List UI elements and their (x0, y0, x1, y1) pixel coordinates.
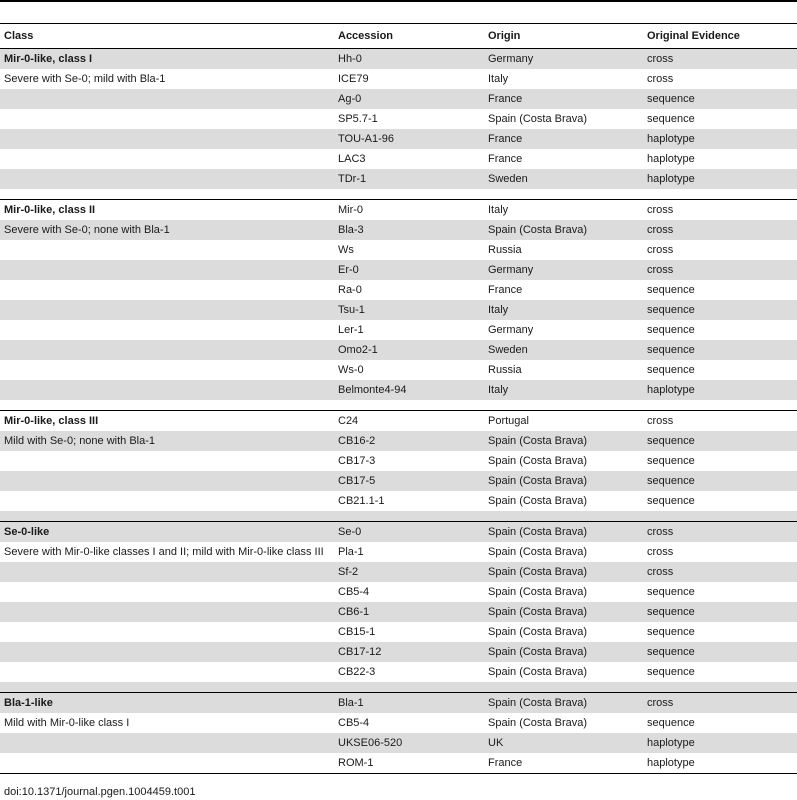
table-row (0, 109, 797, 129)
evidence-cell: haplotype (643, 733, 797, 753)
class-cell-empty (0, 451, 334, 471)
group-spacer (0, 189, 797, 200)
accession-cell: CB5-4 (338, 586, 370, 598)
class-cell-empty (0, 129, 334, 149)
evidence-cell: sequence (647, 495, 695, 507)
origin-cell: Italy (488, 73, 509, 85)
origin-cell: Italy (484, 380, 643, 400)
evidence-cell: sequence (647, 284, 695, 296)
accession-cell: Sf-2 (334, 562, 484, 582)
class-cell-empty (0, 753, 334, 774)
origin-cell: Spain (Costa Brava) (488, 626, 588, 638)
table-row (0, 562, 797, 582)
accession-cell: Se-0 (334, 522, 484, 543)
class-description: Mild with Mir-0-like class I (4, 717, 130, 729)
evidence-cell: sequence (643, 89, 797, 109)
evidence-cell: cross (643, 411, 797, 432)
table-row (0, 431, 797, 451)
origin-cell: France (488, 153, 523, 165)
evidence-cell: sequence (647, 364, 695, 376)
accession-cell: Bla-1 (334, 693, 484, 714)
table-row (0, 220, 797, 240)
accession-cell: UKSE06-520 (334, 733, 484, 753)
origin-cell: Germany (484, 49, 643, 70)
evidence-cell: sequence (643, 642, 797, 662)
evidence-cell: cross (647, 244, 674, 256)
evidence-cell: cross (643, 49, 797, 70)
class-cell-empty (0, 662, 334, 682)
class-cell-empty (0, 733, 334, 753)
origin-cell: Spain (Costa Brava) (488, 666, 588, 678)
class-cell-empty (0, 149, 334, 169)
class-cell-empty (0, 89, 334, 109)
origin-cell: Spain (Costa Brava) (484, 471, 643, 491)
table-row (0, 200, 797, 221)
class-name: Se-0-like (0, 522, 334, 543)
doi-caption: doi:10.1371/journal.pgen.1004459.t001 (4, 786, 196, 798)
class-cell-empty (0, 169, 334, 189)
origin-cell: Spain (Costa Brava) (484, 220, 643, 240)
origin-cell: Sweden (484, 169, 643, 189)
table-row (0, 491, 797, 511)
class-cell-empty (0, 109, 334, 129)
origin-cell: Spain (Costa Brava) (484, 431, 643, 451)
class-cell-empty (0, 562, 334, 582)
accession-cell: TOU-A1-96 (334, 129, 484, 149)
class-cell-empty (0, 300, 334, 320)
evidence-cell: sequence (647, 113, 695, 125)
table-row (0, 320, 797, 340)
accession-cell: CB21.1-1 (338, 495, 385, 507)
origin-cell: UK (484, 733, 643, 753)
accession-cell: CB16-2 (334, 431, 484, 451)
accession-cell: LAC3 (338, 153, 366, 165)
table-row (0, 582, 797, 602)
table-row (0, 602, 797, 622)
class-name: Bla-1-like (0, 693, 334, 714)
table-row (0, 733, 797, 753)
group-spacer (0, 400, 797, 411)
accession-cell: CB22-3 (338, 666, 376, 678)
table-row (0, 471, 797, 491)
table-body (0, 49, 797, 774)
table-row (0, 542, 797, 562)
evidence-cell: sequence (643, 602, 797, 622)
evidence-cell: haplotype (643, 129, 797, 149)
accession-cell: Ler-1 (338, 324, 364, 336)
class-description: Severe with Se-0; none with Bla-1 (0, 220, 334, 240)
table-row (0, 713, 797, 733)
table-row (0, 411, 797, 432)
class-cell-empty (0, 340, 334, 360)
table-row (0, 753, 797, 774)
origin-cell: Spain (Costa Brava) (488, 717, 588, 729)
class-description: Mild with Se-0; none with Bla-1 (0, 431, 334, 451)
accession-cell: Hh-0 (334, 49, 484, 70)
header-accession: Accession (334, 24, 484, 49)
table-row (0, 642, 797, 662)
origin-cell: France (484, 753, 643, 774)
origin-cell: Spain (Costa Brava) (484, 693, 643, 714)
class-name: Mir-0-like, class III (0, 411, 334, 432)
evidence-cell: cross (643, 562, 797, 582)
accession-cell: Mir-0 (334, 200, 484, 221)
class-description: Severe with Se-0; mild with Bla-1 (4, 73, 166, 85)
class-cell-empty (0, 380, 334, 400)
table-row (0, 360, 797, 380)
class-description: Severe with Mir-0-like classes I and II; mild with Mir-0-like class III (4, 546, 324, 558)
header-row (0, 24, 797, 49)
accession-cell: Belmonte4-94 (334, 380, 484, 400)
accession-cell: CB15-1 (338, 626, 376, 638)
table-row (0, 129, 797, 149)
origin-cell: Germany (484, 260, 643, 280)
evidence-cell: haplotype (643, 753, 797, 774)
accession-cell: ICE79 (338, 73, 369, 85)
origin-cell: Spain (Costa Brava) (488, 113, 588, 125)
accession-cell: Ra-0 (338, 284, 362, 296)
class-cell-empty (0, 260, 334, 280)
accession-cell: Ag-0 (334, 89, 484, 109)
evidence-cell: cross (643, 522, 797, 543)
table-row (0, 49, 797, 70)
class-name: Mir-0-like, class II (0, 200, 334, 221)
top-rule (0, 0, 797, 2)
class-cell-empty (0, 360, 334, 380)
table-row (0, 260, 797, 280)
accession-cell: Ws (338, 244, 354, 256)
accession-cell: Pla-1 (338, 546, 364, 558)
evidence-cell: sequence (647, 626, 695, 638)
evidence-cell: sequence (643, 300, 797, 320)
evidence-cell: haplotype (643, 380, 797, 400)
origin-cell: France (484, 89, 643, 109)
table-row (0, 522, 797, 543)
table-row (0, 300, 797, 320)
evidence-cell: sequence (647, 717, 695, 729)
table-row (0, 451, 797, 471)
table-row (0, 662, 797, 682)
class-cell-empty (0, 280, 334, 300)
origin-cell: Spain (Costa Brava) (488, 495, 588, 507)
origin-cell: Spain (Costa Brava) (484, 642, 643, 662)
table-row (0, 89, 797, 109)
origin-cell: Portugal (484, 411, 643, 432)
header-evidence: Original Evidence (643, 24, 797, 49)
class-name: Mir-0-like, class I (0, 49, 334, 70)
accession-cell: C24 (334, 411, 484, 432)
table-row (0, 380, 797, 400)
evidence-cell: cross (647, 546, 674, 558)
evidence-cell: cross (643, 693, 797, 714)
accession-cell: TDr-1 (334, 169, 484, 189)
table-row (0, 280, 797, 300)
table-row (0, 340, 797, 360)
origin-cell: Russia (488, 364, 522, 376)
table-row (0, 169, 797, 189)
table-row (0, 149, 797, 169)
origin-cell: Spain (Costa Brava) (488, 455, 588, 467)
origin-cell: Russia (488, 244, 522, 256)
accession-table (0, 23, 797, 774)
evidence-cell: cross (643, 220, 797, 240)
accession-cell: CB6-1 (334, 602, 484, 622)
origin-cell: France (488, 284, 523, 296)
origin-cell: Spain (Costa Brava) (484, 562, 643, 582)
accession-cell: Bla-3 (334, 220, 484, 240)
evidence-cell: sequence (643, 340, 797, 360)
evidence-cell: sequence (643, 431, 797, 451)
group-spacer (0, 682, 797, 693)
accession-cell: CB17-12 (334, 642, 484, 662)
accession-cell: SP5.7-1 (338, 113, 378, 125)
accession-cell: ROM-1 (334, 753, 484, 774)
class-cell-empty (0, 642, 334, 662)
origin-cell: Germany (488, 324, 534, 336)
table-row (0, 693, 797, 714)
evidence-cell: cross (643, 200, 797, 221)
table-row (0, 69, 797, 89)
header-origin: Origin (484, 24, 643, 49)
origin-cell: Spain (Costa Brava) (488, 546, 588, 558)
accession-cell: CB5-4 (338, 717, 370, 729)
origin-cell: Italy (484, 200, 643, 221)
accession-cell: CB17-3 (338, 455, 376, 467)
origin-cell: Italy (484, 300, 643, 320)
accession-cell: Ws-0 (338, 364, 364, 376)
table-row (0, 622, 797, 642)
accession-cell: Er-0 (334, 260, 484, 280)
class-cell-empty (0, 582, 334, 602)
class-cell-empty (0, 622, 334, 642)
class-cell-empty (0, 240, 334, 260)
evidence-cell: cross (643, 260, 797, 280)
evidence-cell: sequence (647, 324, 695, 336)
origin-cell: Spain (Costa Brava) (488, 586, 588, 598)
accession-cell: CB17-5 (334, 471, 484, 491)
origin-cell: Sweden (484, 340, 643, 360)
evidence-cell: sequence (647, 455, 695, 467)
group-spacer (0, 511, 797, 522)
class-cell-empty (0, 491, 334, 511)
class-cell-empty (0, 320, 334, 340)
header-class: Class (0, 24, 334, 49)
accession-cell: Tsu-1 (334, 300, 484, 320)
evidence-cell: haplotype (647, 153, 695, 165)
origin-cell: France (484, 129, 643, 149)
accession-cell: Omo2-1 (334, 340, 484, 360)
class-cell-empty (0, 602, 334, 622)
origin-cell: Spain (Costa Brava) (484, 602, 643, 622)
evidence-cell: sequence (643, 471, 797, 491)
table-row (0, 240, 797, 260)
evidence-cell: haplotype (643, 169, 797, 189)
evidence-cell: cross (647, 73, 674, 85)
class-cell-empty (0, 471, 334, 491)
evidence-cell: sequence (647, 666, 695, 678)
origin-cell: Spain (Costa Brava) (484, 522, 643, 543)
evidence-cell: sequence (647, 586, 695, 598)
